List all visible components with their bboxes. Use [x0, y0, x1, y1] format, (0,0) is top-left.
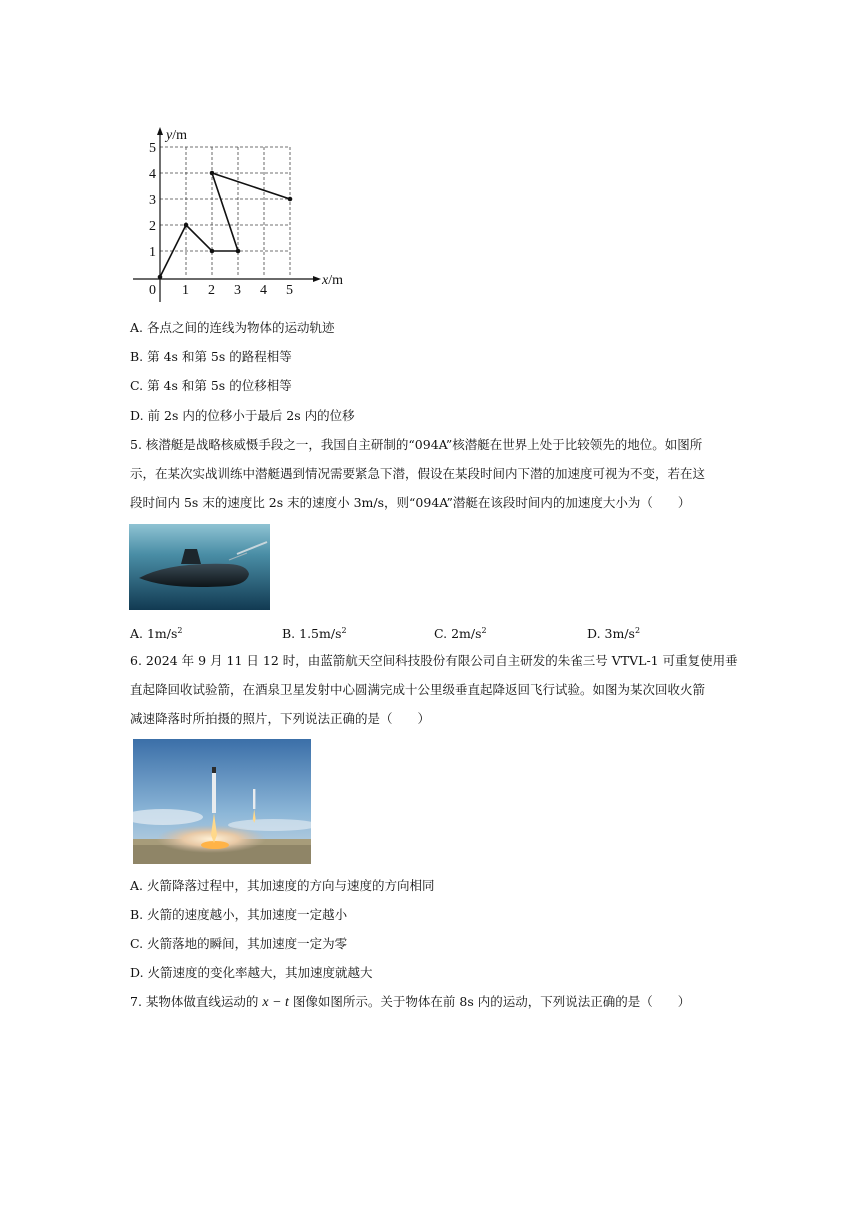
trajectory-point: [210, 171, 215, 176]
q6-option-a: A. 火箭降落过程中，其加速度的方向与速度的方向相同: [130, 878, 435, 893]
x-tick: 5: [286, 283, 293, 298]
x-tick: 1: [182, 283, 189, 298]
origin-label: 0: [149, 283, 156, 298]
x-tick: 4: [260, 283, 267, 298]
x-tick: 2: [208, 283, 215, 298]
q6-text-line: 直起降回收试验箭，在酒泉卫星发射中心圆满完成十公里级垂直起降返回飞行试验。如图为某次回收火箭: [130, 682, 706, 697]
rocket-landing-photo: [133, 739, 311, 864]
q5-option-c: C. $2m/s^2$: [434, 626, 487, 642]
q5-text-line: 示，在某次实战训练中潜艇遇到情况需要紧急下潜，假设在某段时间内下潜的加速度可视为不变，若在这: [130, 466, 706, 481]
q6-text-line: 减速降落时所拍摄的照片，下列说法正确的是（ ）: [130, 711, 431, 726]
q5-option-a: A. $1m/s^2$: [130, 626, 183, 642]
q4-option-a: A. 各点之间的连线为物体的运动轨迹: [130, 320, 335, 335]
q5-text-line: 段时间内 5s 末的速度比 2s 末的速度小 3m/s，则“094A”潜艇在该段时间内的加速度大小为（ ）: [130, 495, 691, 510]
trajectory-point: [158, 275, 163, 280]
trajectory-point: [184, 223, 189, 228]
x-axis-label: x/m: [322, 273, 343, 288]
y-tick: 2: [149, 219, 156, 234]
q6-option-c: C. 火箭落地的瞬间，其加速度一定为零: [130, 936, 348, 951]
q6-option-d: D. 火箭速度的变化率越大，其加速度就越大: [130, 965, 373, 980]
q4-option-d: D. 前 2s 内的位移小于最后 2s 内的位移: [130, 408, 355, 423]
position-graph: [125, 122, 355, 307]
trajectory-point: [236, 249, 241, 254]
q6-option-b: B. 火箭的速度越小，其加速度一定越小: [130, 907, 348, 922]
y-tick: 1: [149, 245, 156, 260]
q7-formula: x − t: [262, 995, 289, 1010]
q5-option-b: B. $1.5m/s^2$: [282, 626, 347, 642]
y-tick: 5: [149, 141, 156, 156]
q5-option-d: D. $3m/s^2$: [587, 626, 641, 642]
y-tick: 4: [149, 167, 156, 182]
y-axis-label: y/m: [166, 128, 187, 143]
q7-text-line: 7. 某物体做直线运动的 x − t 图像如图所示。关于物体在前 8s 内的运动，下列说法正确的是（ ）: [130, 994, 691, 1010]
q4-option-c: C. 第 4s 和第 5s 的位移相等: [130, 378, 292, 393]
trajectory-point: [210, 249, 215, 254]
x-tick: 3: [234, 283, 241, 298]
q5-text-line: 5. 核潜艇是战略核威慑手段之一，我国自主研制的“094A”核潜艇在世界上处于比较领先的地位。如图所: [130, 437, 703, 452]
trajectory-point: [288, 197, 293, 202]
y-tick: 3: [149, 193, 156, 208]
q6-text-line: 6. 2024 年 9 月 11 日 12 时，由蓝箭航天空间科技股份有限公司自主研发的朱雀三号 VTVL-1 可重复使用垂: [130, 653, 738, 668]
q4-option-b: B. 第 4s 和第 5s 的路程相等: [130, 349, 292, 364]
submarine-photo: [129, 524, 270, 610]
